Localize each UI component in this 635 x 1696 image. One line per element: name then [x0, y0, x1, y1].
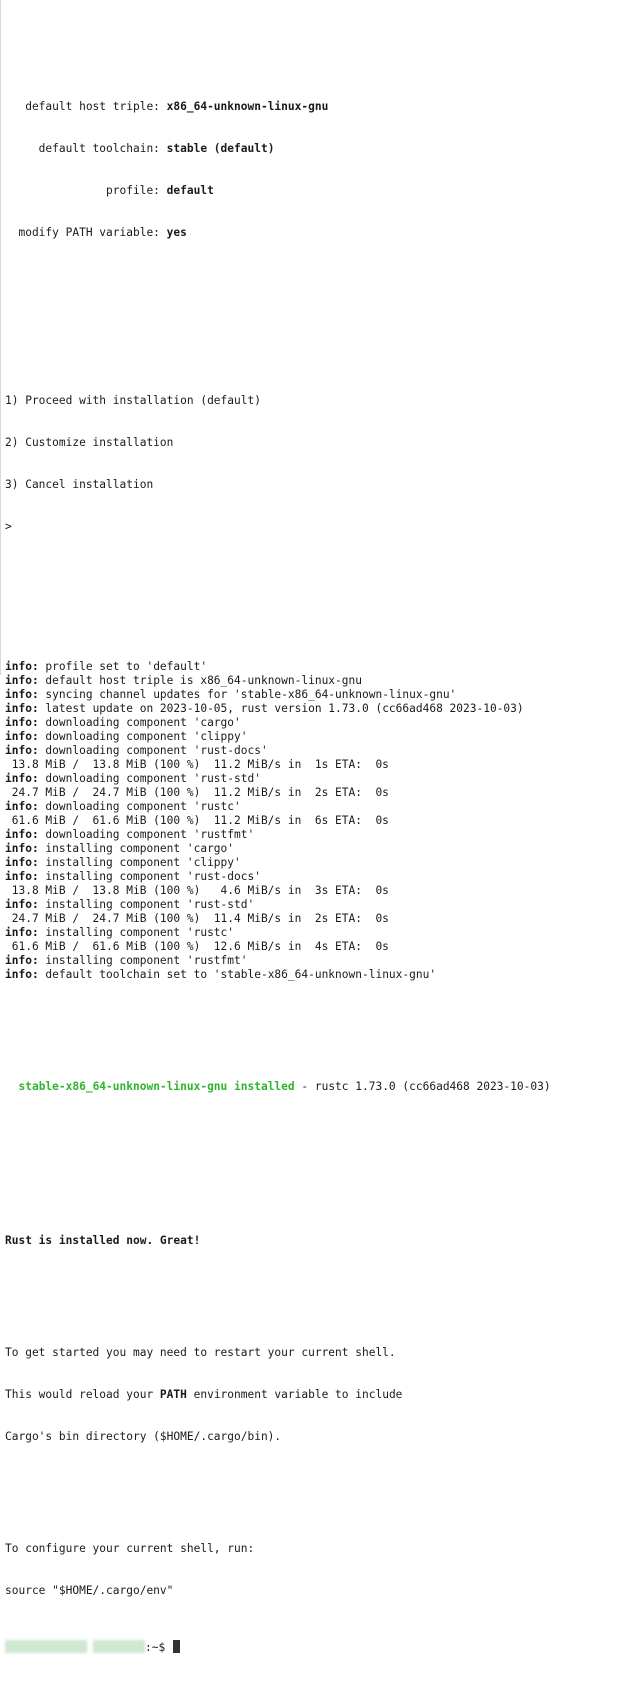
log-text: 13.8 MiB / 13.8 MiB (100 %) 11.2 MiB/s in 1s ETA: 0s	[5, 758, 389, 771]
log-info-prefix: info:	[5, 842, 39, 855]
log-info-prefix: info:	[5, 828, 39, 841]
install-summary	[5, 72, 551, 268]
redacted-hostname	[93, 1640, 145, 1653]
log-progress-line	[5, 786, 551, 800]
log-progress-line	[5, 814, 551, 828]
log-info-prefix: info:	[5, 688, 39, 701]
installed-toolchain-line	[5, 1080, 551, 1094]
text-cursor	[173, 1640, 180, 1653]
menu-input-prompt: >	[5, 520, 12, 533]
menu-option-proceed: 1) Proceed with installation (default)	[5, 394, 261, 407]
log-text: 24.7 MiB / 24.7 MiB (100 %) 11.2 MiB/s in 2s ETA: 0s	[5, 786, 389, 799]
log-text: syncing channel updates for 'stable-x86_64-unknown-linux-gnu'	[38, 688, 457, 701]
log-info-prefix: info:	[5, 716, 39, 729]
install-menu	[5, 366, 551, 562]
log-info-line	[5, 926, 551, 940]
log-info-line	[5, 842, 551, 856]
success-message: Rust is installed now. Great!	[5, 1234, 201, 1247]
blank-line	[5, 1486, 551, 1500]
shell-prompt[interactable]	[5, 1640, 551, 1654]
log-text: downloading component 'cargo'	[38, 716, 241, 729]
log-info-line	[5, 954, 551, 968]
installed-rustc-version: - rustc 1.73.0 (cc66ad468 2023-10-03)	[294, 1080, 551, 1093]
menu-option-customize: 2) Customize installation	[5, 436, 174, 449]
instruction-configure-shell: To configure your current shell, run:	[5, 1542, 255, 1555]
log-info-line	[5, 772, 551, 786]
installed-toolchain: stable-x86_64-unknown-linux-gnu installed	[18, 1080, 295, 1093]
instruction-text: environment variable to include	[186, 1388, 403, 1401]
log-text: 24.7 MiB / 24.7 MiB (100 %) 11.4 MiB/s in 2s ETA: 0s	[5, 912, 389, 925]
log-info-prefix: info:	[5, 674, 39, 687]
log-text: downloading component 'rustfmt'	[38, 828, 255, 841]
log-text: profile set to 'default'	[38, 660, 208, 673]
summary-value: x86_64-unknown-linux-gnu	[166, 100, 329, 113]
log-text: latest update on 2023-10-05, rust version 1.73.0 (cc66ad468 2023-10-03)	[38, 702, 524, 715]
log-text: downloading component 'rust-std'	[38, 772, 261, 785]
summary-profile	[5, 184, 551, 198]
log-info-line	[5, 968, 551, 982]
log-info-line	[5, 744, 551, 758]
log-text: 61.6 MiB / 61.6 MiB (100 %) 12.6 MiB/s in 4s ETA: 0s	[5, 940, 389, 953]
installed-indent	[5, 1080, 18, 1093]
log-info-line	[5, 674, 551, 688]
blank-line	[5, 1290, 551, 1304]
blank-line	[5, 1024, 551, 1038]
log-info-line	[5, 828, 551, 842]
summary-host-triple	[5, 100, 551, 114]
log-progress-line	[5, 884, 551, 898]
log-text: installing component 'cargo'	[38, 842, 235, 855]
log-progress-line	[5, 758, 551, 772]
summary-value: default	[166, 184, 214, 197]
blank-line	[5, 604, 551, 618]
log-text: default toolchain set to 'stable-x86_64-unknown-linux-gnu'	[38, 968, 437, 981]
blank-line	[5, 310, 551, 324]
log-info-prefix: info:	[5, 954, 39, 967]
log-text: installing component 'rustc'	[38, 926, 235, 939]
log-info-line	[5, 898, 551, 912]
log-info-line	[5, 716, 551, 730]
log-text: downloading component 'rustc'	[38, 800, 241, 813]
summary-label: default host triple:	[5, 100, 167, 113]
log-text: installing component 'rustfmt'	[38, 954, 248, 967]
log-progress-line	[5, 940, 551, 954]
summary-value: stable (default)	[166, 142, 275, 155]
log-info-line	[5, 660, 551, 674]
instruction-text: This would reload your	[5, 1388, 160, 1401]
redacted-username	[5, 1640, 87, 1653]
instruction-cargo-bin: Cargo's bin directory ($HOME/.cargo/bin).	[5, 1430, 282, 1443]
log-text: installing component 'rust-std'	[38, 898, 255, 911]
summary-label: profile:	[5, 184, 167, 197]
log-info-prefix: info:	[5, 856, 39, 869]
log-info-line	[5, 688, 551, 702]
log-text: downloading component 'clippy'	[38, 730, 248, 743]
summary-label: default toolchain:	[5, 142, 167, 155]
source-command: source "$HOME/.cargo/env"	[5, 1584, 174, 1597]
menu-option-cancel: 3) Cancel installation	[5, 478, 154, 491]
log-info-prefix: info:	[5, 772, 39, 785]
instruction-restart-shell: To get started you may need to restart your current shell.	[5, 1346, 396, 1359]
log-progress-line	[5, 912, 551, 926]
log-text: default host triple is x86_64-unknown-linux-gnu	[38, 674, 362, 687]
log-text: downloading component 'rust-docs'	[38, 744, 268, 757]
summary-toolchain	[5, 142, 551, 156]
log-info-prefix: info:	[5, 968, 39, 981]
summary-value: yes	[166, 226, 187, 239]
blank-line	[5, 1178, 551, 1192]
log-info-line	[5, 800, 551, 814]
log-info-prefix: info:	[5, 870, 39, 883]
log-info-prefix: info:	[5, 660, 39, 673]
log-info-prefix: info:	[5, 926, 39, 939]
install-log	[5, 660, 551, 982]
log-text: installing component 'rust-docs'	[38, 870, 261, 883]
summary-label: modify PATH variable:	[5, 226, 167, 239]
log-text: 13.8 MiB / 13.8 MiB (100 %) 4.6 MiB/s in 3s ETA: 0s	[5, 884, 389, 897]
log-info-prefix: info:	[5, 898, 39, 911]
summary-modify-path	[5, 226, 551, 240]
log-info-prefix: info:	[5, 730, 39, 743]
terminal-output	[5, 30, 551, 1696]
log-info-line	[5, 870, 551, 884]
log-info-prefix: info:	[5, 702, 39, 715]
log-info-prefix: info:	[5, 744, 39, 757]
instruction-reload-path	[5, 1388, 551, 1402]
blank-line	[5, 1136, 551, 1150]
path-keyword: PATH	[159, 1388, 187, 1401]
log-text: 61.6 MiB / 61.6 MiB (100 %) 11.2 MiB/s in 6s ETA: 0s	[5, 814, 389, 827]
log-text: installing component 'clippy'	[38, 856, 241, 869]
prompt-suffix: :~$	[145, 1641, 172, 1654]
log-info-prefix: info:	[5, 800, 39, 813]
log-info-line	[5, 702, 551, 716]
log-info-line	[5, 730, 551, 744]
log-info-line	[5, 856, 551, 870]
